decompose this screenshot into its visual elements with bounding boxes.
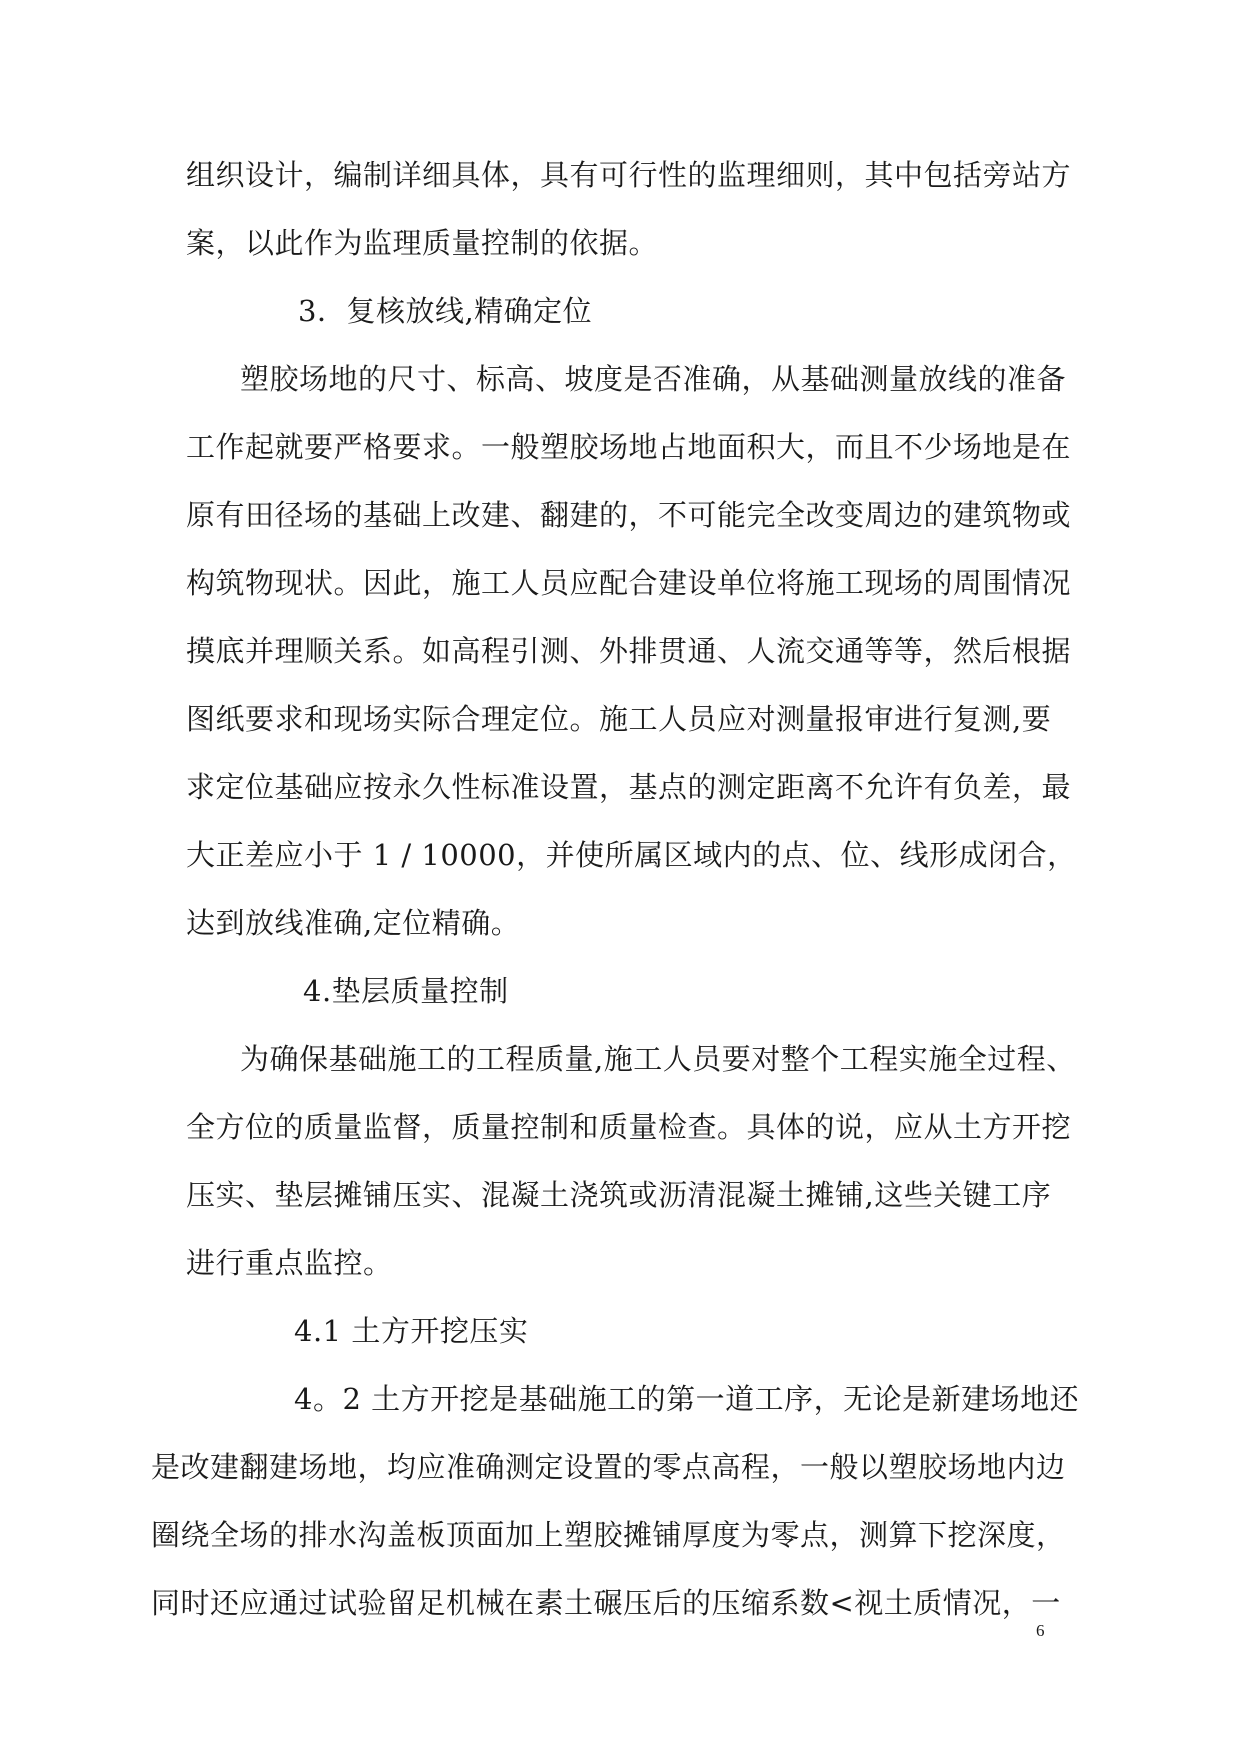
body-text-line: 工作起就要严格要求。一般塑胶场地占地面积大，而且不少场地是在 <box>186 430 1072 464</box>
body-text-line: 塑胶场地的尺寸、标高、坡度是否准确，从基础测量放线的准备 <box>240 362 1067 396</box>
page-number: 6 <box>1036 1621 1045 1640</box>
body-text-line: 案，以此作为监理质量控制的依据。 <box>186 226 659 260</box>
body-text-line: 4。2 土方开挖是基础施工的第一道工序，无论是新建场地还 <box>294 1382 1080 1416</box>
section-heading: 3．复核放线,精确定位 <box>298 294 593 328</box>
body-text-line: 压实、垫层摊铺压实、混凝土浇筑或沥清混凝土摊铺,这些关键工序 <box>186 1178 1052 1212</box>
section-heading: 4.垫层质量控制 <box>303 974 509 1008</box>
body-text-line: 摸底并理顺关系。如高程引测、外排贯通、人流交通等等，然后根据 <box>186 634 1072 668</box>
body-text-line: 构筑物现状。因此，施工人员应配合建设单位将施工现场的周围情况 <box>186 566 1072 600</box>
body-text-line: 进行重点监控。 <box>186 1246 393 1280</box>
body-text-line: 是改建翻建场地，均应准确测定设置的零点高程，一般以塑胶场地内边 <box>151 1450 1066 1484</box>
body-text-line: 组织设计，编制详细具体，具有可行性的监理细则，其中包括旁站方 <box>186 158 1072 192</box>
body-text-line: 求定位基础应按永久性标准设置，基点的测定距离不允许有负差，最 <box>186 770 1072 804</box>
body-text-line: 圈绕全场的排水沟盖板顶面加上塑胶摊铺厚度为零点，测算下挖深度， <box>151 1518 1066 1552</box>
body-text-line: 原有田径场的基础上改建、翻建的，不可能完全改变周边的建筑物或 <box>186 498 1072 532</box>
body-text-line: 为确保基础施工的工程质量,施工人员要对整个工程实施全过程、 <box>240 1042 1076 1076</box>
body-text-line: 大正差应小于 1 / 10000，并使所属区域内的点、位、线形成闭合， <box>186 838 1077 872</box>
body-text-line: 图纸要求和现场实际合理定位。施工人员应对测量报审进行复测,要 <box>186 702 1052 736</box>
body-text-line: 同时还应通过试验留足机械在素土碾压后的压缩系数<视土质情况，一 <box>151 1586 1061 1620</box>
body-text-line: 达到放线准确,定位精确。 <box>186 906 521 940</box>
body-text-line: 全方位的质量监督，质量控制和质量检查。具体的说，应从土方开挖 <box>186 1110 1072 1144</box>
subsection-heading: 4.1 土方开挖压实 <box>294 1314 529 1348</box>
